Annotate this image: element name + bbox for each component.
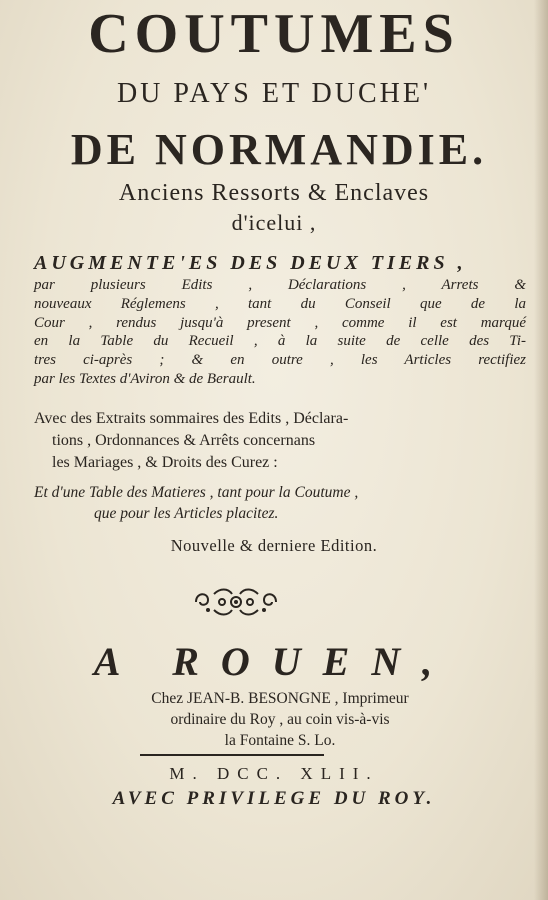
extraits-line: les Mariages , & Droits des Curez : xyxy=(52,454,278,471)
printer-line: Chez JEAN-B. BESONGNE , Imprimeur xyxy=(151,690,409,707)
title-normandie: DE NORMANDIE. xyxy=(70,125,488,174)
table-line: que pour les Articles placitez. xyxy=(94,505,279,522)
augmentees-line: par plusieurs Edits , Déclarations , Arrets & xyxy=(34,277,526,293)
augmentees-line: Cour , rendus jusqu'à present , comme il est marqué xyxy=(34,314,526,331)
extraits-line: tions , Ordonnances & Arrêts concernans xyxy=(52,432,316,449)
edition-note: Nouvelle & derniere Edition. xyxy=(170,536,378,555)
place-rouen: A ROUEN, xyxy=(93,639,455,684)
augmentees-line: tres ci-après ; & en outre , les Articles rectifiez xyxy=(34,352,526,369)
augmentees-paragraph xyxy=(34,276,526,389)
printer-line: ordinaire du Roy , au coin vis-à-vis xyxy=(170,711,390,728)
subtitle-ressorts: Anciens Ressorts & Enclaves xyxy=(118,180,430,206)
fleuron-ornament-icon xyxy=(188,584,284,620)
publication-year: M. DCC. XLII. xyxy=(169,764,379,783)
printer-imprint xyxy=(34,688,526,751)
subtitle-icelui: d'icelui , xyxy=(231,210,317,235)
augmentees-line: par les Textes d'Aviron & de Berault. xyxy=(34,370,256,387)
printer-line: la Fontaine S. Lo. xyxy=(224,732,336,749)
augmentees-line: en la Table du Recueil , à la suite de celle des Ti- xyxy=(34,333,526,350)
extraits-line: Avec des Extraits sommaires des Edits , Déclara- xyxy=(34,410,349,427)
title-coutumes: COUTUMES xyxy=(88,3,460,65)
table-line: Et d'une Table des Matieres , tant pour la Coutume , xyxy=(34,484,359,501)
title-du-pays: DU PAYS ET DUCHE' xyxy=(116,78,432,109)
divider-rule xyxy=(140,754,324,756)
table-paragraph xyxy=(34,482,526,524)
augmentees-heading: AUGMENTE'ES DES DEUX TIERS , xyxy=(34,252,467,274)
augmentees-line: nouveaux Réglemens , tant du Conseil que de la xyxy=(34,295,526,312)
privilege-line: AVEC PRIVILEGE DU ROY. xyxy=(112,788,436,809)
extraits-paragraph xyxy=(34,408,526,474)
